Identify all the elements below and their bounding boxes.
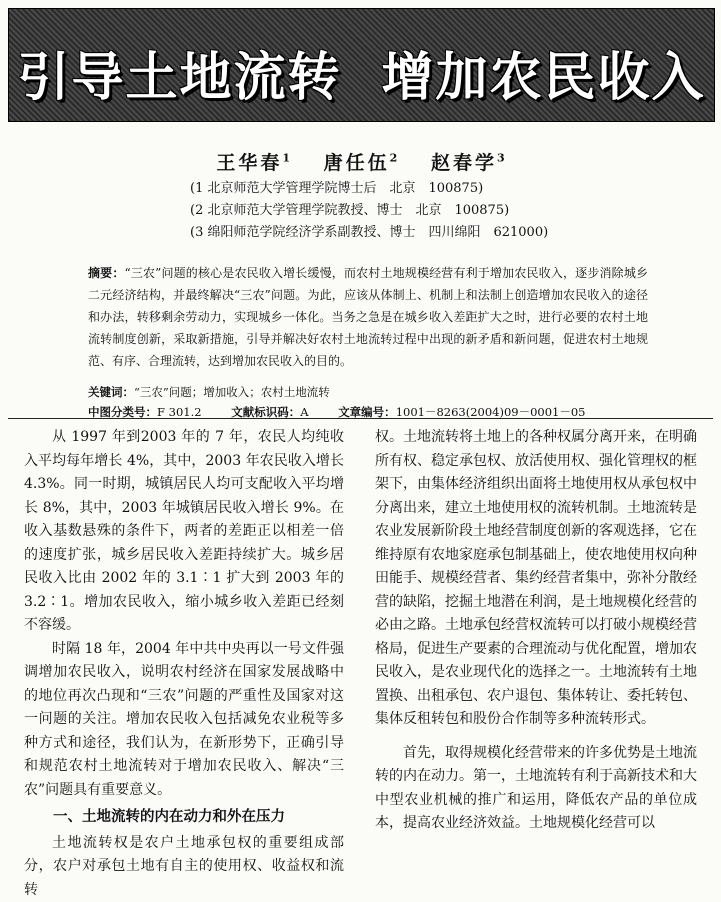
classification-number: 中图分类号：F 301.2 (88, 405, 202, 419)
divider (8, 418, 713, 419)
paragraph: 土地流转权是农户土地承包权的重要组成部分，农户对承包土地有自主的使用权、收益权和流转 (24, 832, 344, 902)
affiliation-1: (1 北京师范大学管理学院博士后 北京 100875) (190, 178, 548, 200)
author-1: 王华春$^1$ (216, 152, 290, 174)
abstract-text: “三农”问题的核心是农民收入增长缓慢，而农村土地规模经营有利于增加农民收入，逐步消除城乡二元经济结构，并最终解决“三农”问题。为此，应该从体制上、机制上和法制上创造增加农民收入的途径和办法，转移剩余劳动力，实现城乡一体化。当务之急是在城乡收入差距扩大之时，进行必要的农村土地流转制度创新，采取新措施，引导并解决好农村土地流转过程中出现的新矛盾和新问题，促进农村土地规范、有序、合理流转，达到增加农民收入的目的。 (88, 266, 648, 368)
article-number: 文章编号：1001－8263(2004)09－0001－05 (338, 405, 585, 419)
affiliations (190, 178, 548, 244)
document-code: 文献标识码：A (231, 405, 308, 419)
author-list (0, 148, 721, 175)
paragraph: 首先，取得规模化经营带来的许多优势是土地流转的内在动力。第一，土地流转有利于高新技术和大中型农业机械的推广和运用，降低农产品的单位成本，提高农业经济效益。土地规模化经营可以 (375, 742, 697, 836)
body-column-left (24, 426, 344, 902)
author-3: 赵春学$^3$ (431, 152, 505, 174)
title-part1: 引导土地流转 (17, 48, 341, 108)
abstract (88, 262, 648, 372)
article-meta (88, 382, 612, 422)
paragraph: 权。土地流转将土地上的各种权属分离开来，在明确所有权、稳定承包权、放活使用权、强化管理权的框架下，由集体经济组织出面将土地使用权从承包权中分离出来，建立土地使用权的流转机制。土地流转是农业发展新阶段土地经营制度创新的客观选择，它在维持原有农地家庭承包制基础上，使农地使用权向种田能手、规模经营者、集约经营者集中，弥补分散经营的缺陷，挖掘土地潜在利润，是土地规模化经营的必由之路。土地承包经营权流转可以打破小规模经营格局，促进生产要素的合理流动与优化配置，增加农民收入，是农业现代化的选择之一。土地流转有土地置换、出租承包、农户退包、集体转让、委托转包、集体反租转包和股份合作制等多种流转形式。 (375, 426, 697, 732)
affiliation-3: (3 绵阳师范学院经济学系副教授、博士 四川绵阳 621000) (190, 222, 548, 244)
paragraph: 从 1997 年到2003 年的 7 年，农民人均纯收入平均每年增长 4%，其中，2003 年农民收入增长 4.3%。同一时期，城镇居民人均可支配收入平均增长 8%，其中，2003 年城镇居民收入增长 9%。在收入基数悬殊的条件下，两者的差距正以相差一倍的速度扩张，城乡居民收入差距持续扩大。城乡居民收入比由 2002 年的 3.1∶1 扩大到 2003 年的 3.2∶1。增加农民收入，缩小城乡收入差距已经刻不容缓。 (24, 426, 344, 638)
paragraph: 时隔 18 年，2004 年中共中央再以一号文件强调增加农民收入，说明农村经济在国家发展战略中的地位再次凸现和“三农”问题的严重性及国家对这一问题的关注。增加农民收入包括减免农业税等多种方式和途径，我们认为，在新形势下，正确引导和规范农村土地流转对于增加农民收入、解决“三农”问题具有重要意义。 (24, 638, 344, 803)
affiliation-2: (2 北京师范大学管理学院教授、博士 北京 100875) (190, 200, 548, 222)
article-title (9, 35, 714, 110)
title-part2: 增加农民收入 (382, 48, 706, 108)
section-heading: 一、土地流转的内在动力和外在压力 (24, 806, 344, 830)
keywords: 关键词：“三农”问题；增加收入；农村土地流转 (88, 382, 612, 402)
body-column-right (375, 426, 697, 836)
title-banner (8, 8, 715, 122)
abstract-label: 摘要： (88, 266, 125, 280)
author-2: 唐任伍$^2$ (324, 152, 398, 174)
